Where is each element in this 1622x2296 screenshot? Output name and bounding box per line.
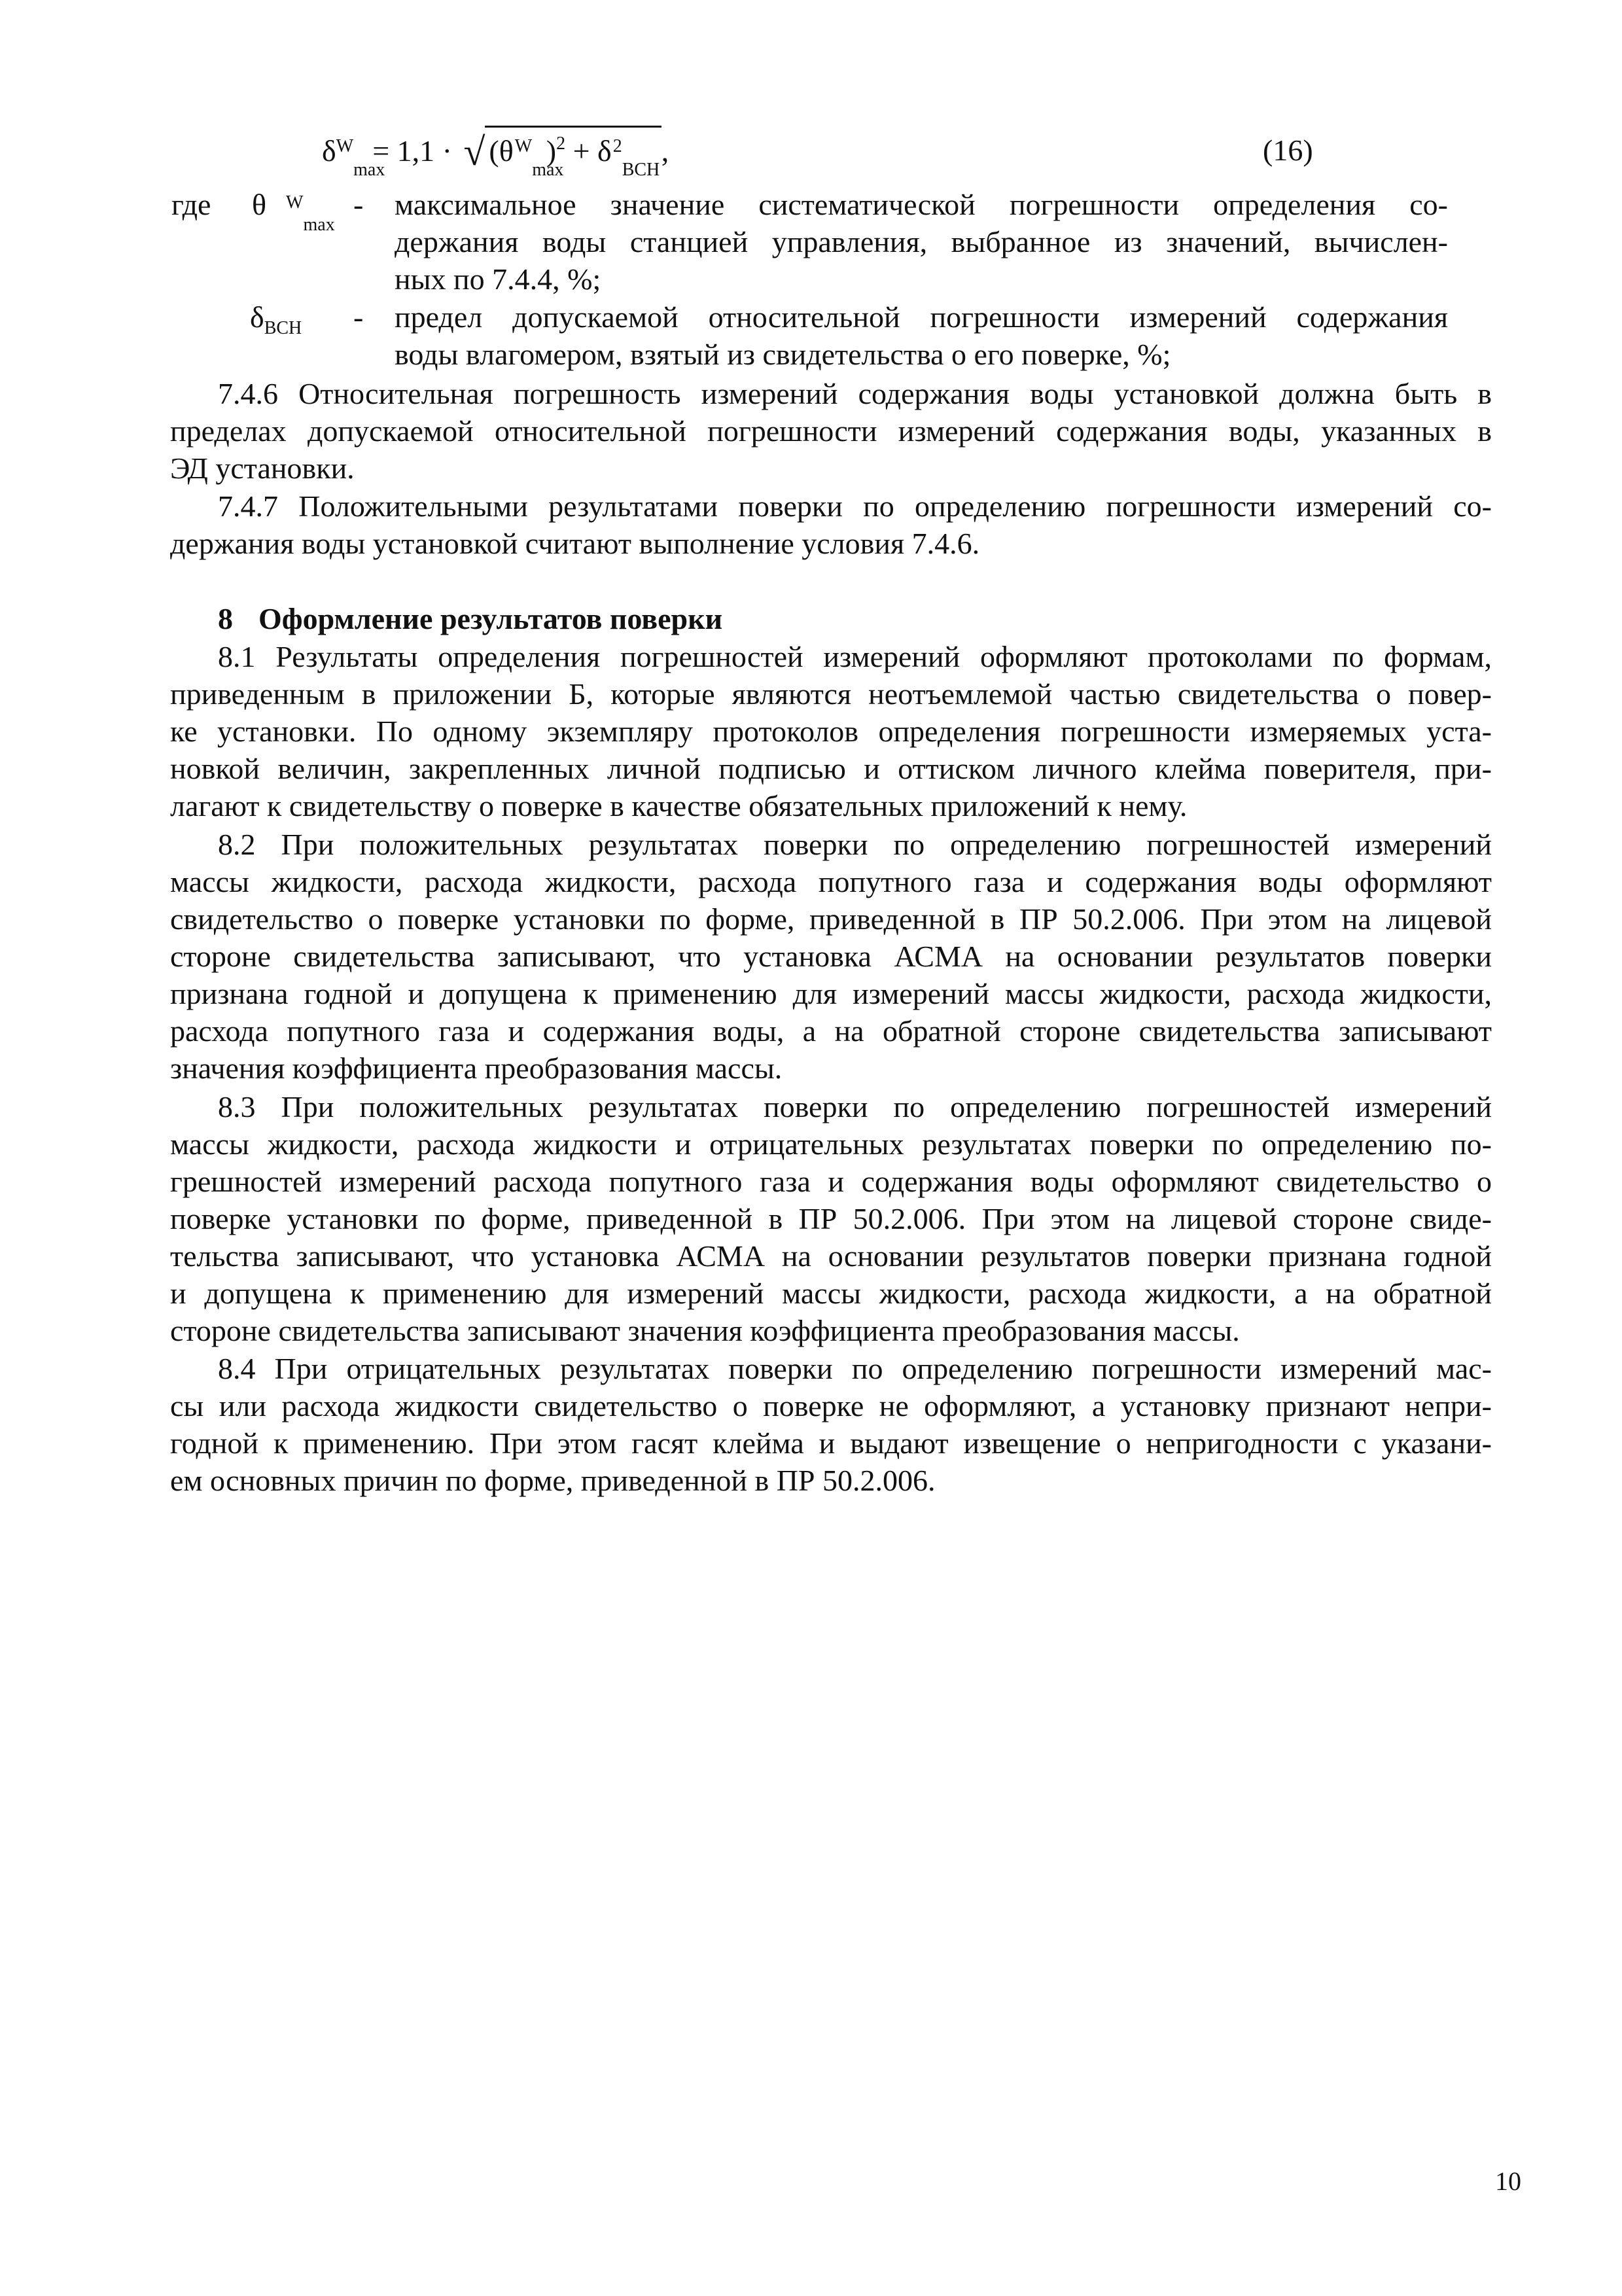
formula-16 (322, 126, 669, 180)
section-heading (218, 600, 722, 637)
paragraph-8-1-line-2: приведенным в приложении Б, которые являются неотъемлемой частью свидетельства о повер- (170, 677, 1492, 711)
paragraph-8-2-line-7: значения коэффициента преобразования массы. (170, 1051, 783, 1085)
formula-equals-coef: = 1,1 · (372, 134, 452, 168)
paragraph-7-4-7-line-2: держания воды установкой считают выполнение условия 7.4.6. (170, 527, 980, 560)
paragraph-8-4-line-4: ем основных причин по форме, приведенной в ПР 50.2.006. (170, 1464, 936, 1497)
paragraph-8-2-line-6: расхода попутного газа и содержания воды, а на обратной стороне свидетельства записывают (170, 1014, 1492, 1048)
paragraph-8-3-line-6: и допущена к применению для измерений массы жидкости, расхода жидкости, а на обратной (170, 1277, 1492, 1310)
where-term-theta-symbol (252, 186, 335, 235)
paragraph-8-1-line-3: ке установки. По одному экземпляру протоколов определения погрешности измеряемых уста- (170, 715, 1492, 748)
paragraph-8-2-line-1: 8.2 При положительных результатах поверки по определению погрешностей измерений (218, 828, 1492, 861)
formula-delta-power: 2 (612, 136, 622, 156)
formula-inner-sup: W (514, 136, 533, 156)
paragraph-8-2-line-3: свидетельство о поверке установки по форме, приведенной в ПР 50.2.006. При этом на лицевой (170, 902, 1492, 936)
where-word: где (171, 188, 211, 221)
paragraph-8-3-line-1: 8.3 При положительных результатах поверки по определению погрешностей измерений (218, 1090, 1492, 1123)
paragraph-8-1-line-5: лагают к свидетельству о поверке в качестве обязательных приложений к нему. (170, 789, 1188, 822)
delta-sub: ВСН (264, 318, 302, 338)
paragraph-8-2-line-4: стороне свидетельства записывают, что установка АСМА на основании результатов поверки (170, 940, 1492, 973)
formula-lhs-sup: W (336, 136, 354, 156)
formula-number: (16) (1263, 133, 1313, 167)
where-term-delta-dash: - (353, 300, 364, 334)
formula-lhs-sub: max (353, 160, 385, 180)
where-term-theta-dash: - (353, 188, 364, 221)
theta-sub: max (303, 215, 335, 235)
paragraph-8-1-line-1: 8.1 Результаты определения погрешностей измерений оформляют протоколами по формам, (218, 640, 1492, 673)
paragraph-8-2-line-2: массы жидкости, расхода жидкости, расхода попутного газа и содержания воды оформляют (170, 865, 1492, 898)
where-term-delta-line-1: предел допускаемой относительной погрешности измерений содержания (395, 300, 1448, 334)
formula-inner-close: ) (546, 134, 557, 168)
formula-inner-power: 2 (556, 133, 566, 154)
paragraph-8-3-line-7: стороне свидетельства записывают значения коэффициента преобразования массы. (170, 1314, 1240, 1347)
where-term-delta-symbol (250, 298, 342, 340)
formula-comma: , (661, 134, 669, 168)
sqrt-sign: √ ($\theta^W_{max}$ )$^2 + \delta^2_{ВСН}$ (459, 126, 661, 175)
paragraph-8-4-line-1: 8.4 При отрицательных результатах поверки по определению погрешности измерений мас- (218, 1352, 1492, 1385)
paragraph-8-3-line-2: массы жидкости, расхода жидкости и отрицательных результатах поверки по определению по- (170, 1127, 1492, 1161)
formula-delta-sub: ВСН (622, 160, 660, 180)
theta-symbol: θ (252, 188, 267, 221)
formula-plus-delta: + δ (573, 134, 612, 168)
paragraph-8-3-line-3: грешностей измерений расхода попутного газа и содержания воды оформляют свидетельство о (170, 1165, 1492, 1198)
formula-lhs: δ (322, 134, 336, 168)
page-number: 10 (1495, 2166, 1521, 2196)
delta-symbol: δ (250, 300, 264, 334)
section-title: Оформление результатов поверки (258, 602, 723, 635)
theta-sup: W (286, 192, 304, 213)
paragraph-7-4-6-line-3: ЭД установки. (170, 451, 355, 485)
where-term-theta-line-1: максимальное значение систематической погрешности определения со- (395, 188, 1448, 221)
formula-inner-sub: max (532, 160, 564, 180)
section-number: 8 (218, 602, 233, 635)
where-term-delta-line-2: воды влагомером, взятый из свидетельства о его поверке, %; (395, 338, 1171, 371)
paragraph-8-1-line-4: новкой величин, закрепленных личной подписью и оттиском личного клейма поверителя, при- (170, 752, 1492, 785)
paragraph-7-4-6-line-1: 7.4.6 Относительная погрешность измерений содержания воды установкой должна быть в (218, 377, 1492, 410)
where-term-theta-line-3: ных по 7.4.4, %; (395, 262, 601, 296)
paragraph-8-4-line-3: годной к применению. При этом гасят клейма и выдают извещение о непригодности с указани- (170, 1426, 1492, 1460)
paragraph-8-2-line-5: признана годной и допущена к применению для измерений массы жидкости, расхода жидкости, (170, 977, 1492, 1010)
paragraph-7-4-6-line-2: пределах допускаемой относительной погрешности измерений содержания воды, указанных в (170, 414, 1492, 448)
paragraph-8-3-line-4: поверке установки по форме, приведенной в ПР 50.2.006. При этом на лицевой стороне свиде- (170, 1202, 1492, 1235)
sqrt-radicand (485, 126, 661, 180)
where-term-theta-line-2: держания воды станцией управления, выбранное из значений, вычислен- (395, 225, 1448, 258)
paragraph-7-4-7-line-1: 7.4.7 Положительными результатами поверки по определению погрешности измерений со- (218, 489, 1492, 523)
paragraph-8-4-line-2: сы или расхода жидкости свидетельство о поверке не оформляют, а установку признают непри- (170, 1389, 1492, 1422)
paragraph-8-3-line-5: тельства записывают, что установка АСМА на основании результатов поверки признана годной (170, 1239, 1492, 1273)
formula-inner-theta: (θ (489, 134, 514, 168)
